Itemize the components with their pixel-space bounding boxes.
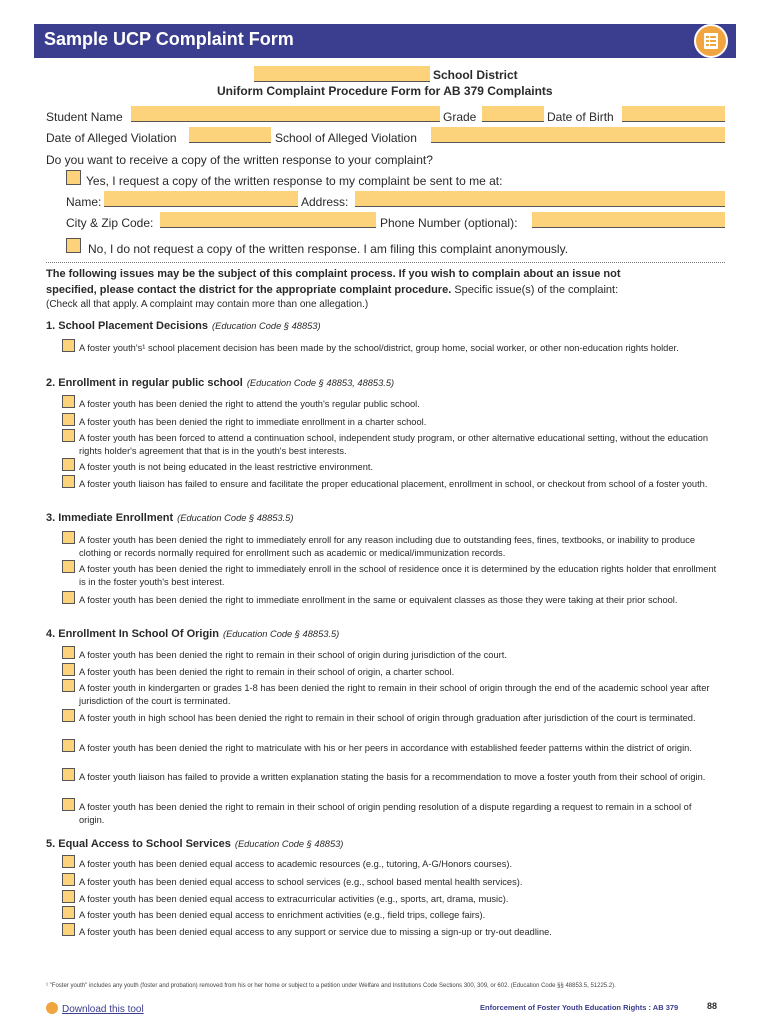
district-field[interactable] [254, 66, 430, 82]
issue-checkbox[interactable] [62, 768, 75, 781]
footnote: ¹ "Foster youth" includes any youth (foster and probation) removed from his or her home or subject to a petition under Welfare and Institutions Code Sections 300, 309, or 602. (Education Code §§ 48853.5, 51225.2). [46, 983, 616, 989]
issue-item: A foster youth in kindergarten or grades 1-8 has been denied the right to remain in their school of origin through the end of the academic school year after jurisdiction of the court is terminated. [79, 683, 710, 706]
issue-checkbox[interactable] [62, 429, 75, 442]
download-icon [46, 1002, 58, 1014]
violation-date-label: Date of Alleged Violation [46, 131, 177, 145]
address-field[interactable] [355, 191, 725, 207]
issue-item: A foster youth has been denied the right to immediately enroll for any reason including due to outstanding fees, fines, textbooks, or inability to produce clothing or records normally required for enrollment such as academic or medical/immunization records. [79, 535, 696, 558]
name-label: Name: [66, 195, 102, 209]
issue-checkbox[interactable] [62, 339, 75, 352]
section-code: (Education Code § 48853.5) [177, 513, 294, 523]
yes-option-label: Yes, I request a copy of the written response to my complaint be sent to me at: [86, 174, 503, 188]
name-field[interactable] [104, 191, 298, 207]
issue-item: A foster youth has been denied the right to remain in their school of origin, a charter school. [79, 667, 455, 677]
issue-item: A foster youth liaison has failed to ensure and facilitate the proper educational placement, enrollment in school, or checkout from school of a foster youth. [79, 479, 708, 489]
issue-item: A foster youth has been denied equal access to extracurricular activities (e.g., sports, art, drama, music). [79, 894, 509, 904]
section-title: 1. School Placement Decisions [46, 320, 209, 332]
student-name-field[interactable] [131, 106, 440, 122]
intro-line2-rest: Specific issue(s) of the complaint: [451, 284, 619, 296]
issue-checkbox[interactable] [62, 890, 75, 903]
issue-checkbox[interactable] [62, 798, 75, 811]
section-heading [46, 377, 394, 389]
issue-checkbox[interactable] [62, 458, 75, 471]
issue-checkbox[interactable] [62, 531, 75, 544]
no-checkbox[interactable] [66, 238, 81, 253]
issue-checkbox[interactable] [62, 906, 75, 919]
intro-line2 [46, 284, 618, 296]
address-label: Address: [301, 195, 349, 209]
issue-checkbox[interactable] [62, 591, 75, 604]
issue-checkbox[interactable] [62, 413, 75, 426]
issue-item: A foster youth has been denied the right to remain in their school of origin pending resolution of a dispute regarding a request to remain in a school of origin. [79, 802, 692, 825]
grade-field[interactable] [482, 106, 544, 122]
section-code: (Education Code § 48853) [212, 321, 321, 331]
issue-checkbox[interactable] [62, 923, 75, 936]
issue-item: A foster youth has been denied equal access to enrichment activities (e.g., field trips, college fairs). [79, 910, 486, 920]
issue-item: A foster youth has been denied the right to matriculate with his or her peers in accordance with established feeder patterns within the district of origin. [79, 743, 692, 753]
publication-title: Enforcement of Foster Youth Education Rights : AB 379 [480, 1003, 679, 1012]
yes-checkbox[interactable] [66, 170, 81, 185]
issue-checkbox[interactable] [62, 709, 75, 722]
issue-item: A foster youth has been forced to attend a continuation school, independent study program, or other alternative educational setting, without the education rights holder's agreement that that is in the youth's best interests. [79, 433, 708, 456]
issue-item: A foster youth has been denied equal access to school services (e.g., school based mental health services). [79, 877, 523, 887]
issue-checkbox[interactable] [62, 739, 75, 752]
district-label: School District [433, 68, 518, 82]
section-code: (Education Code § 48853.5) [222, 629, 340, 639]
checklist-icon [694, 24, 728, 58]
page-number: 88 [707, 1001, 718, 1011]
section-heading [46, 512, 293, 524]
issue-checkbox[interactable] [62, 679, 75, 692]
student-name-label: Student Name [46, 110, 123, 124]
phone-label: Phone Number (optional): [380, 216, 518, 230]
issue-item: A foster youth has been denied equal access to academic resources (e.g., tutoring, A-G/Honors courses). [79, 859, 513, 869]
school-field[interactable] [431, 127, 725, 143]
issue-item: A foster youth in high school has been denied the right to remain in their school of origin through graduation after jurisdiction of the court is terminated. [79, 713, 696, 723]
school-label: School of Alleged Violation [275, 131, 417, 145]
download-label: Download this tool [62, 1004, 144, 1015]
city-field[interactable] [160, 212, 376, 228]
copy-question: Do you want to receive a copy of the written response to your complaint? [46, 153, 433, 167]
city-label: City & Zip Code: [66, 216, 154, 230]
issue-item: A foster youth has been denied the right to immediate enrollment in a charter school. [79, 417, 427, 427]
issue-item: A foster youth liaison has failed to provide a written explanation stating the basis for a recommendation to move a foster youth from their school of origin. [79, 772, 706, 782]
section-heading [46, 320, 321, 332]
section-heading [46, 838, 343, 850]
issue-checkbox[interactable] [62, 395, 75, 408]
issue-checkbox[interactable] [62, 475, 75, 488]
intro-line2-bold: specified, please contact the district for the appropriate complaint procedure. [46, 284, 452, 296]
section-title: 5. Equal Access to School Services [46, 838, 231, 850]
issue-checkbox[interactable] [62, 663, 75, 676]
dob-field[interactable] [622, 106, 725, 122]
section-code: (Education Code § 48853, 48853.5) [246, 378, 395, 388]
no-option-label: No, I do not request a copy of the written response. I am filing this complaint anonymously. [88, 242, 569, 256]
issue-checkbox[interactable] [62, 560, 75, 573]
section-heading [46, 628, 339, 640]
page-title: Sample UCP Complaint Form [44, 29, 294, 49]
issue-item: A foster youth has been denied the right to immediately enroll in the school of residence once it is determined by the education rights holder that enrollment is in the foster youth's best interest. [79, 564, 717, 587]
section-code: (Education Code § 48853) [234, 839, 344, 849]
phone-field[interactable] [532, 212, 725, 228]
issue-item: A foster youth has been denied the right to remain in their school of origin during jurisdiction of the court. [79, 650, 507, 660]
download-link[interactable] [46, 1002, 144, 1015]
intro-line3: (Check all that apply. A complaint may contain more than one allegation.) [46, 299, 369, 310]
issue-item: A foster youth has been denied the right to attend the youth's regular public school. [79, 399, 420, 409]
form-subtitle: Uniform Complaint Procedure Form for AB 379 Complaints [217, 84, 553, 98]
section-title: 2. Enrollment in regular public school [46, 377, 243, 389]
section-title: 3. Immediate Enrollment [46, 512, 174, 524]
violation-date-field[interactable] [189, 127, 271, 143]
section-title: 4. Enrollment In School Of Origin [46, 628, 219, 640]
dob-label: Date of Birth [547, 110, 614, 124]
issue-checkbox[interactable] [62, 855, 75, 868]
page-header [34, 24, 736, 58]
issue-item: A foster youth is not being educated in the least restrictive environment. [79, 462, 374, 472]
issue-checkbox[interactable] [62, 646, 75, 659]
divider [46, 262, 725, 263]
issue-item: A foster youth's¹ school placement decision has been made by the school/district, group home, social worker, or other non-education rights holder. [79, 343, 679, 353]
issue-checkbox[interactable] [62, 873, 75, 886]
issue-item: A foster youth has been denied equal access to any support or service due to missing a sign-up or try-out deadline. [79, 927, 552, 937]
issue-item: A foster youth has been denied the right to immediate enrollment in the same or equivalent classes as those they were taking at their prior school. [79, 595, 678, 605]
grade-label: Grade [443, 110, 477, 124]
intro-line1: The following issues may be the subject of this complaint process. If you wish to complain about an issue not [46, 268, 621, 280]
